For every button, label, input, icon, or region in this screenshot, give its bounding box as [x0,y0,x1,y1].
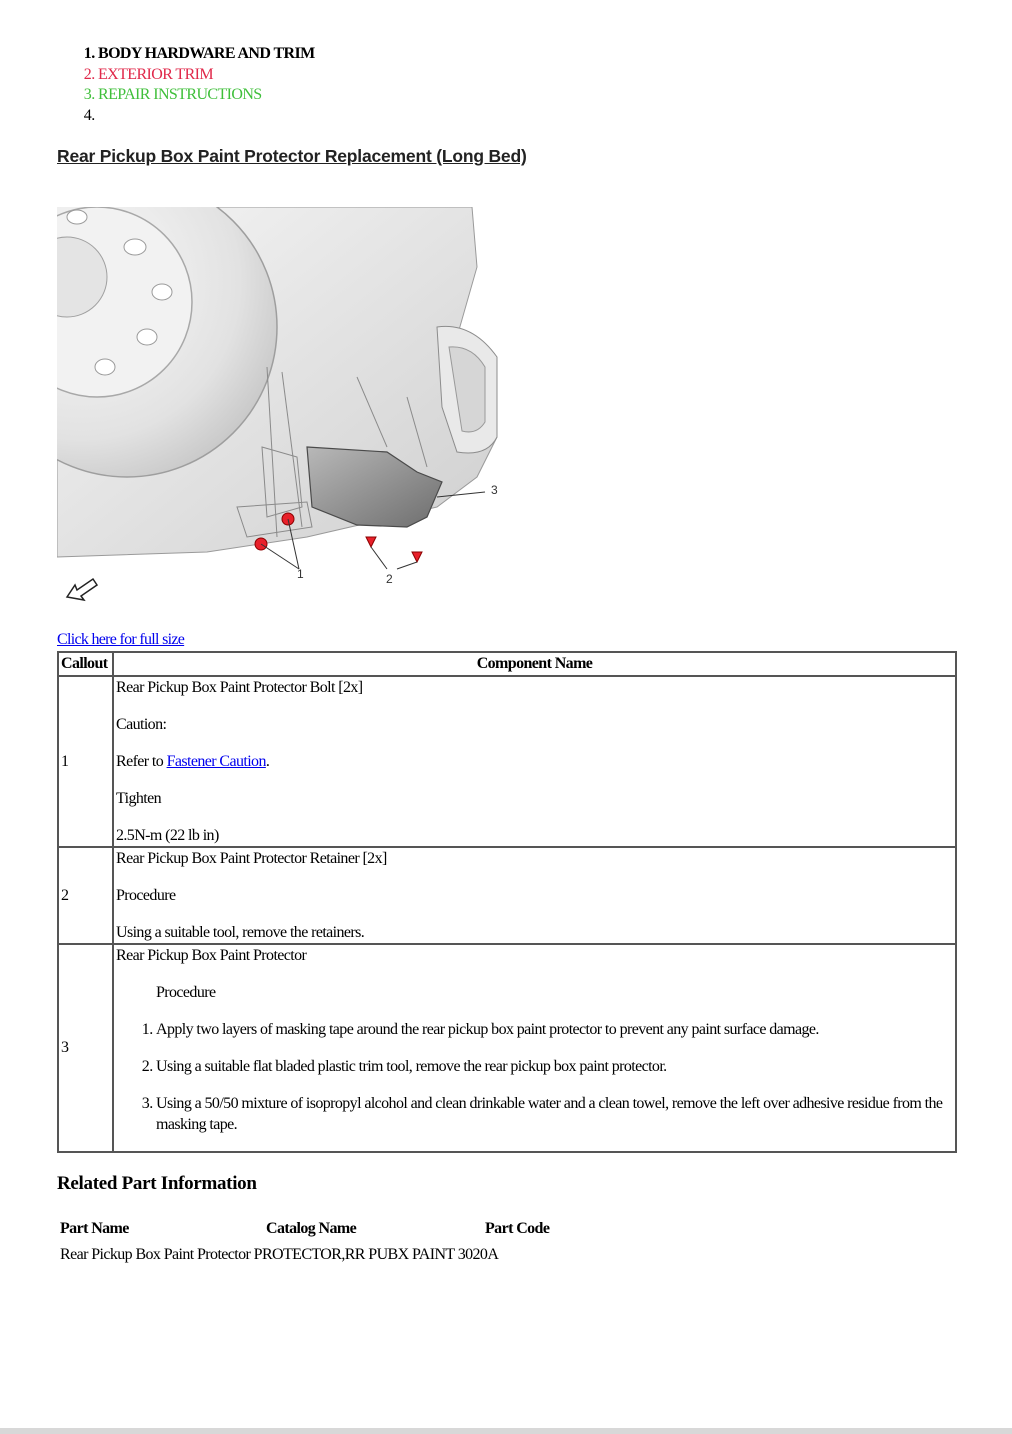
breadcrumb-label[interactable]: REPAIR INSTRUCTIONS [98,86,262,103]
refer-line [116,751,953,772]
callout-label-1: 1 [297,567,304,581]
page-title: Rear Pickup Box Paint Protector Replacement (Long Bed) [57,146,527,166]
header-component-name: Component Name [113,652,956,676]
table-row [58,847,956,944]
catalog-name: PROTECTOR,RR PUBX PAINT [253,1246,455,1263]
caution-label: Caution: [116,716,167,733]
refer-suffix: . [265,753,270,770]
header-part-name: Part Name [60,1220,129,1237]
procedure-step: 2. Using a suitable flat bladed plastic trim tool, remove the rear pickup box paint protector. [156,1056,953,1077]
component-name: Rear Pickup Box Paint Protector Bolt [2x] [116,679,363,696]
breadcrumb-item-exterior-trim[interactable] [98,65,315,86]
breadcrumb-label[interactable]: EXTERIOR TRIM [98,65,214,83]
procedure-step: 3. Using a 50/50 mixture of isopropyl alcohol and clean drinkable water and a clean towel, remove the left over adhesive residue from the masking tape. [156,1093,953,1135]
fastener-caution-link[interactable]: Fastener Caution [166,753,266,770]
component-cell [113,944,956,1152]
part-row-text [57,1242,552,1268]
callout-table [57,651,957,1153]
table-row [58,944,956,1152]
related-parts-table [57,1216,552,1268]
component-cell [113,847,956,944]
table-header-row [58,652,956,676]
table-row [57,1242,552,1268]
breadcrumb-item-body-hardware[interactable] [98,44,315,65]
parts-header-row [57,1216,552,1242]
procedure-step: 1. Apply two layers of masking tape around the rear pickup box paint protector to prevent any paint surface damage. [156,1019,953,1040]
procedure-steps [116,1019,953,1135]
breadcrumb-item-current [98,106,315,127]
header-catalog-name: Catalog Name [266,1220,357,1237]
procedure-label: Procedure [116,887,176,904]
component-name: Rear Pickup Box Paint Protector [116,947,307,964]
callout-number: 2 [58,847,113,944]
breadcrumb-item-repair-instructions[interactable] [98,85,315,106]
related-part-heading: Related Part Information [57,1173,257,1194]
procedure-label: Procedure [156,984,216,1001]
breadcrumb-label[interactable]: BODY HARDWARE AND TRIM [98,45,315,62]
pickup-box-illustration[interactable] [57,207,517,607]
refer-prefix: Refer to [116,753,167,770]
part-name: Rear Pickup Box Paint Protector [60,1246,251,1263]
procedure-text: Using a suitable tool, remove the retainers. [116,924,365,941]
header-callout: Callout [58,652,113,676]
tighten-label: Tighten [116,790,162,807]
component-cell [113,676,956,847]
full-size-link[interactable]: Click here for full size [57,631,185,648]
callout-number: 3 [58,944,113,1152]
page-bottom-edge [0,1428,1012,1434]
callout-label-2: 2 [386,572,393,586]
callout-label-3: 3 [491,483,498,497]
torque-value: 2.5N-m (22 lb in) [116,827,219,844]
table-row [58,676,956,847]
header-part-code: Part Code [485,1220,550,1237]
breadcrumb [74,44,315,126]
callout-number: 1 [58,676,113,847]
component-name: Rear Pickup Box Paint Protector Retainer [2x] [116,850,387,867]
part-code: 3020A [457,1246,499,1263]
